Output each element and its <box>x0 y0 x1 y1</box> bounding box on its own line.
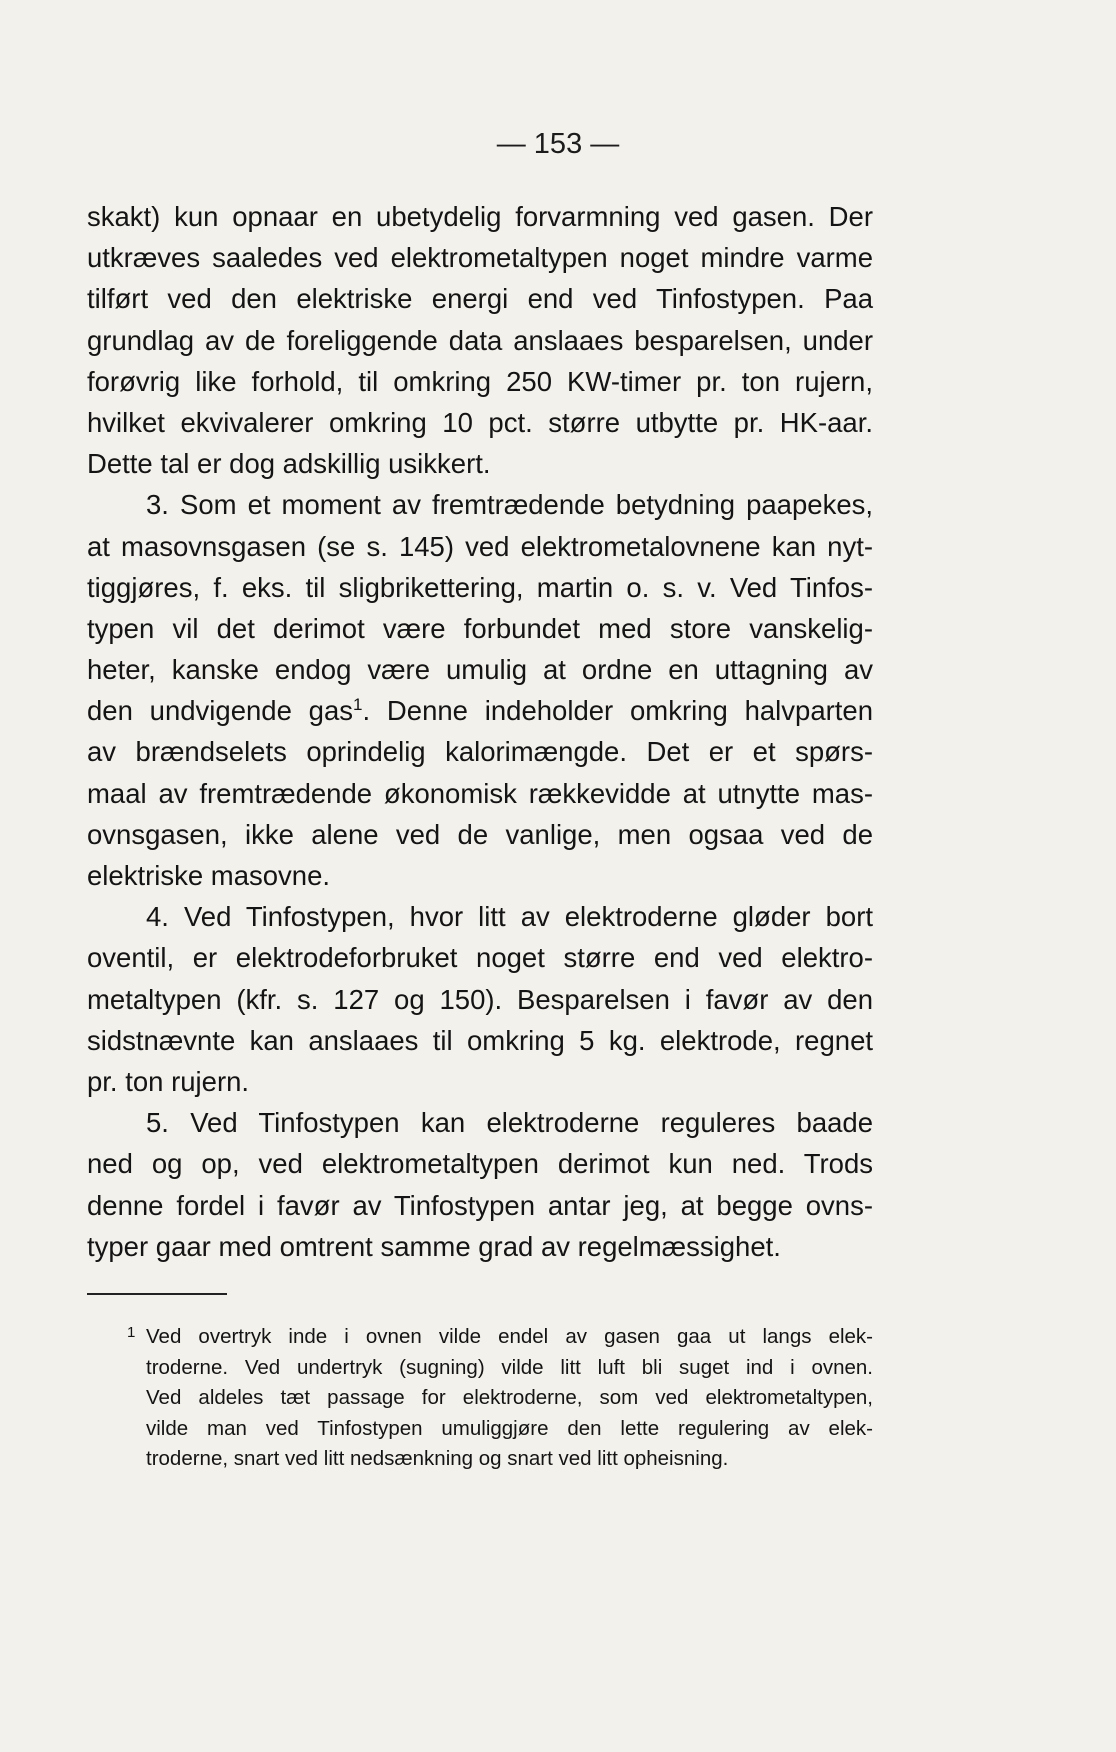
text-fragment: . Denne indeholder omkring halvparten <box>362 695 874 727</box>
text-line: elektriske masovne. <box>87 860 331 891</box>
footnote-reference: 1 <box>353 695 363 715</box>
page-number: — 153 — <box>496 128 620 160</box>
text-line: heter, kanske endog være umulig at ordne en uttagning av <box>87 654 873 686</box>
text-line: hvilket ekvivalerer omkring 10 pct. større utbytte pr. HK-aar. <box>87 406 873 438</box>
text-line: oventil, er elektrodeforbruket noget større end ved elektro- <box>87 942 873 974</box>
text-line: tilført ved den elektriske energi end ved Tinfostypen. Paa <box>87 283 873 315</box>
body-text <box>87 196 873 1267</box>
text-line: tiggjøres, f. eks. til sligbrikettering, martin o. s. v. Ved Tinfos- <box>87 571 873 603</box>
text-line: at masovnsgasen (se s. 145) ved elektrometalovnene kan nyt- <box>87 530 873 562</box>
text-line: sidstnævnte kan anslaaes til omkring 5 kg. elektrode, regnet <box>87 1024 873 1056</box>
footnote-line: troderne. Ved undertryk (sugning) vilde litt luft bli suget ind i ovnen. <box>146 1355 873 1379</box>
text-line-with-footnote <box>87 690 873 731</box>
text-line: av brændselets oprindelig kalorimængde. Det er et spørs- <box>87 736 873 768</box>
text-line: maal av fremtrædende økonomisk rækkevidde at utnytte mas- <box>87 777 873 809</box>
text-line: ovnsgasen, ikke alene ved de vanlige, men ogsaa ved de <box>87 818 873 850</box>
text-line: Dette tal er dog adskillig usikkert. <box>87 448 491 480</box>
text-fragment: den undvigende gas <box>87 695 354 727</box>
text-line: denne fordel i favør av Tinfostypen antar jeg, at begge ovns- <box>87 1189 873 1221</box>
footnote-marker: 1 <box>127 1324 136 1341</box>
footnote-line: troderne, snart ved litt nedsænkning og snart ved litt opheisning. <box>146 1447 729 1470</box>
footnote-divider <box>87 1293 227 1295</box>
footnote-line: Ved overtryk inde i ovnen vilde endel av gasen gaa ut langs elek- <box>146 1325 873 1348</box>
footnote-line: Ved aldeles tæt passage for elektroderne, som ved elektrometaltypen, <box>146 1386 873 1409</box>
text-line: ned og op, ved elektrometaltypen derimot kun ned. Trods <box>87 1148 873 1180</box>
text-line: metaltypen (kfr. s. 127 og 150). Besparelsen i favør av den <box>87 983 873 1015</box>
text-line: utkræves saaledes ved elektrometaltypen noget mindre varme <box>87 242 873 274</box>
text-line: forøvrig like forhold, til omkring 250 KW-timer pr. ton rujern, <box>87 365 873 397</box>
text-line: 4. Ved Tinfostypen, hvor litt av elektroderne gløder bort <box>146 901 873 933</box>
text-line: 5. Ved Tinfostypen kan elektroderne reguleres baade <box>146 1107 873 1139</box>
text-line: typer gaar med omtrent samme grad av regelmæssighet. <box>87 1230 781 1262</box>
text-line: typen vil det derimot være forbundet med store vanskelig- <box>87 612 873 644</box>
text-line: grundlag av de foreliggende data anslaaes besparelsen, under <box>87 324 873 356</box>
footnote-line: vilde man ved Tinfostypen umuliggjøre den lette regulering av elek- <box>146 1416 873 1440</box>
text-line: skakt) kun opnaar en ubetydelig forvarmning ved gasen. Der <box>87 201 873 232</box>
text-line: 3. Som et moment av fremtrædende betydning paapekes, <box>146 489 873 521</box>
text-line: pr. ton rujern. <box>87 1065 250 1097</box>
footnote <box>87 1322 873 1475</box>
